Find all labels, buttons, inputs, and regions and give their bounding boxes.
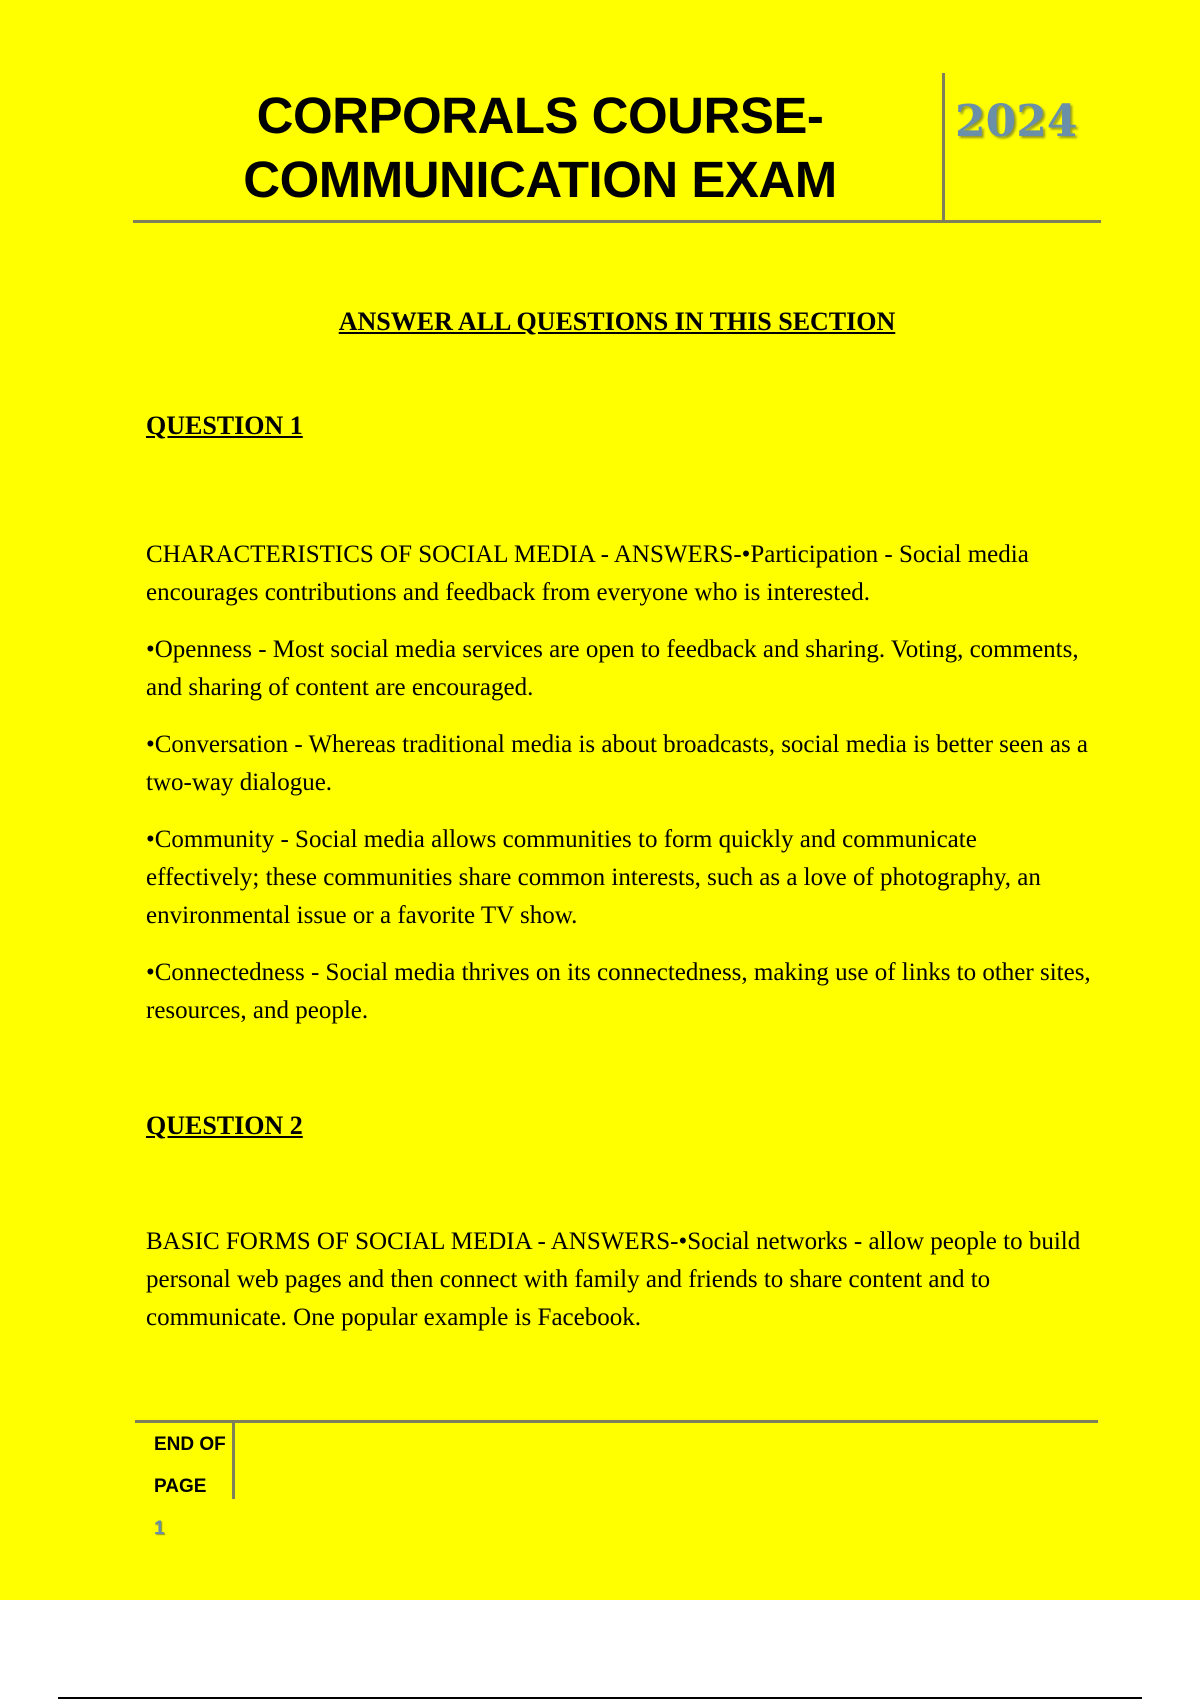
footer-line-2 [154,1466,234,1550]
footer-divider [135,1420,1098,1423]
page-number: 1 [154,1518,165,1539]
title-line-1: CORPORALS COURSE- [256,87,824,144]
question-1-paragraph: CHARACTERISTICS OF SOCIAL MEDIA - ANSWERS-•Participation - Social media encourages contributions and feedback from everyone who is interested. [146,541,1029,606]
question-1-paragraph: •Conversation - Whereas traditional media is about broadcasts, social media is better seen as a two-way dialogue. [146,731,1089,796]
question-2-paragraph: BASIC FORMS OF SOCIAL MEDIA - ANSWERS-•Social networks - allow people to build personal web pages and then connect with family and friends to share content and to communicate. One popular example is Facebook. [146,1228,1081,1331]
document-title [160,84,920,212]
footer-page-label: PAGE [154,1476,207,1497]
title-line-2: COMMUNICATION EXAM [243,151,837,208]
footer-line-1: END OF [154,1434,226,1455]
bottom-rule [58,1697,1142,1699]
question-1-heading: QUESTION 1 [146,411,303,440]
question-2-heading: QUESTION 2 [146,1111,303,1140]
header-divider [133,220,1101,223]
header-divider-vertical [942,73,945,221]
question-1-paragraph: •Connectedness - Social media thrives on its connectedness, making use of links to other sites, resources, and people. [146,959,1091,1024]
question-1-paragraph: •Openness - Most social media services are open to feedback and sharing. Voting, comments, and sharing of content are encouraged. [146,636,1079,701]
page-footer [154,1424,234,1550]
year-label: 2024 [955,96,1078,147]
section-instruction: ANSWER ALL QUESTIONS IN THIS SECTION [338,307,896,336]
question-1-paragraph: •Community - Social media allows communities to form quickly and communicate effectively; these communities share common interests, such as a love of photography, an environmental issue or a favorite TV show. [146,826,1041,929]
